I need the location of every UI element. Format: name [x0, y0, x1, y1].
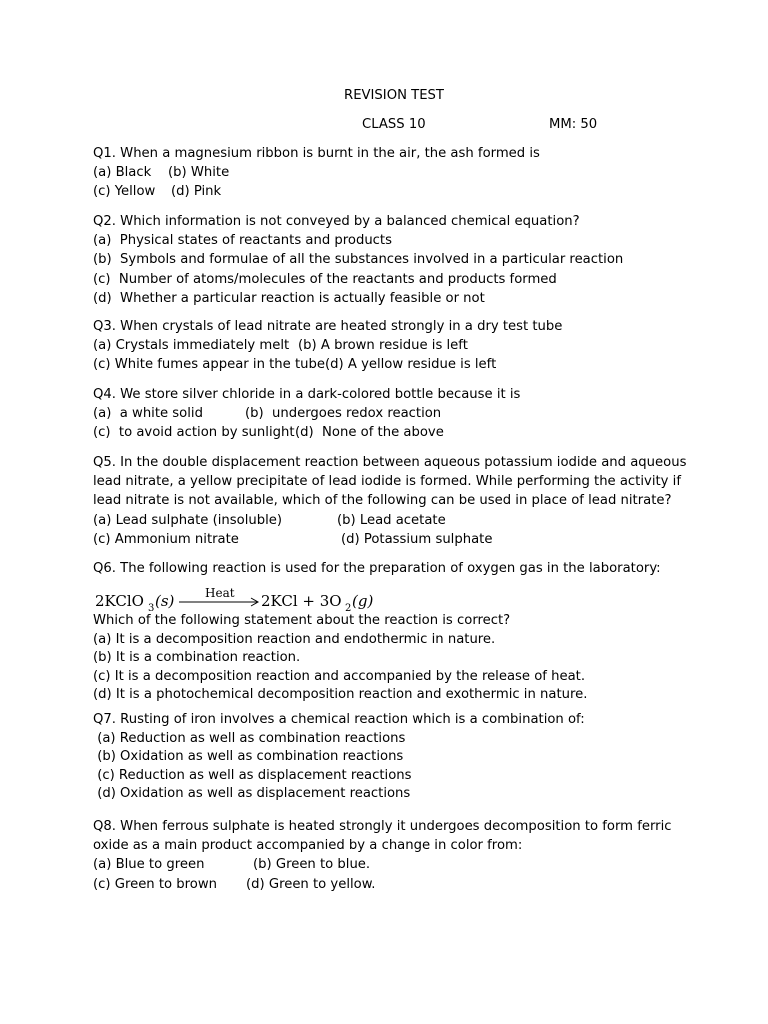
option-c: (c) Green to brown — [93, 876, 218, 892]
question-3 — [93, 317, 693, 375]
option-b: (b) Lead acetate — [337, 512, 446, 528]
question-stem: lead nitrate is not available, which of the following can be used in place of lead nitrate? — [93, 493, 672, 509]
option-a: (a) Physical states of reactants and products — [93, 233, 392, 249]
option-row — [93, 355, 693, 374]
question-stem: Q3. When crystals of lead nitrate are heated strongly in a dry test tube — [93, 319, 563, 334]
question-stem: oxide as a main product accompanied by a change in color from: — [93, 838, 523, 854]
question-follow-up: Which of the following statement about the reaction is correct? — [93, 613, 511, 628]
question-6 — [93, 559, 713, 578]
option-row — [93, 163, 693, 182]
chemical-equation — [95, 585, 395, 615]
product-subscript: 2 — [345, 603, 352, 614]
option-row — [93, 511, 713, 530]
question-4 — [93, 385, 693, 443]
question-1 — [93, 144, 693, 202]
option-c: (c) Reduction as well as displacement reactions — [93, 767, 412, 783]
class-label: CLASS 10 — [362, 117, 426, 132]
option-a: (a) Crystals immediately melt — [93, 338, 290, 354]
question-6-options — [93, 612, 713, 705]
option-row — [93, 182, 693, 201]
option-b: (b) undergoes redox reaction — [245, 406, 442, 422]
question-stem: Q1. When a magnesium ribbon is burnt in the air, the ash formed is — [93, 146, 540, 161]
option-c: (c) to avoid action by sunlight — [93, 425, 295, 441]
option-row — [93, 423, 693, 442]
option-d: (d) It is a photochemical decomposition reaction and exothermic in nature. — [93, 687, 588, 703]
option-c: (c) Ammonium nitrate — [93, 531, 239, 547]
product-state: (g) — [352, 592, 374, 610]
option-a: (a) Black — [93, 165, 152, 181]
option-row — [93, 336, 693, 355]
question-5 — [93, 453, 713, 549]
question-2 — [93, 212, 693, 308]
option-b: (b) Green to blue. — [253, 857, 371, 873]
option-b: (b) Symbols and formulae of all the substances involved in a particular reaction — [93, 252, 624, 268]
question-stem: Q8. When ferrous sulphate is heated strongly it undergoes decomposition to form ferric — [93, 819, 672, 834]
option-a: (a) a white solid — [93, 406, 203, 422]
question-stem: Q4. We store silver chloride in a dark-colored bottle because it is — [93, 387, 521, 402]
option-a: (a) Blue to green — [93, 857, 205, 873]
reactant-formula: 2KClO — [95, 592, 144, 610]
option-d: (d) Whether a particular reaction is actually feasible or not — [93, 290, 485, 306]
option-d: (d) Green to yellow. — [246, 876, 376, 892]
option-d: (d) Oxidation as well as displacement reactions — [93, 786, 411, 802]
reactant-subscript: 3 — [148, 603, 155, 614]
product-formula: 2KCl + 3O — [261, 592, 342, 610]
option-b: (b) Oxidation as well as combination reactions — [93, 749, 404, 765]
question-stem: Q6. The following reaction is used for the preparation of oxygen gas in the laboratory: — [93, 561, 661, 576]
option-row — [93, 530, 713, 549]
option-d: (d) A yellow residue is left — [325, 357, 497, 373]
reactant-state: (s) — [155, 592, 175, 610]
option-d: (d) Potassium sulphate — [341, 531, 493, 547]
page-title: REVISION TEST — [344, 88, 444, 103]
option-row — [93, 855, 713, 874]
option-a: (a) Lead sulphate (insoluble) — [93, 512, 283, 528]
option-b: (b) It is a combination reaction. — [93, 650, 301, 666]
question-stem: Q7. Rusting of iron involves a chemical reaction which is a combination of: — [93, 712, 585, 727]
option-a: (a) It is a decomposition reaction and endothermic in nature. — [93, 631, 496, 647]
option-b: (b) White — [168, 165, 230, 181]
option-row — [93, 404, 693, 423]
question-stem: Q2. Which information is not conveyed by a balanced chemical equation? — [93, 214, 580, 229]
option-a: (a) Reduction as well as combination reactions — [93, 730, 406, 746]
question-8 — [93, 817, 713, 894]
question-stem: Q5. In the double displacement reaction between aqueous potassium iodide and aqueous — [93, 455, 687, 470]
option-c: (c) Number of atoms/molecules of the reactants and products formed — [93, 271, 557, 287]
option-c: (c) It is a decomposition reaction and accompanied by the release of heat. — [93, 668, 586, 684]
question-stem: lead nitrate, a yellow precipitate of lead iodide is formed. While performing the activity if — [93, 474, 681, 490]
option-b: (b) A brown residue is left — [298, 338, 468, 354]
option-d: (d) None of the above — [295, 425, 444, 441]
question-7 — [93, 711, 693, 804]
max-marks-label: MM: 50 — [549, 117, 598, 132]
reaction-condition: Heat — [205, 586, 235, 600]
option-d: (d) Pink — [171, 184, 222, 200]
option-row — [93, 875, 713, 894]
option-c: (c) Yellow — [93, 184, 156, 200]
option-c: (c) White fumes appear in the tube — [93, 357, 325, 373]
